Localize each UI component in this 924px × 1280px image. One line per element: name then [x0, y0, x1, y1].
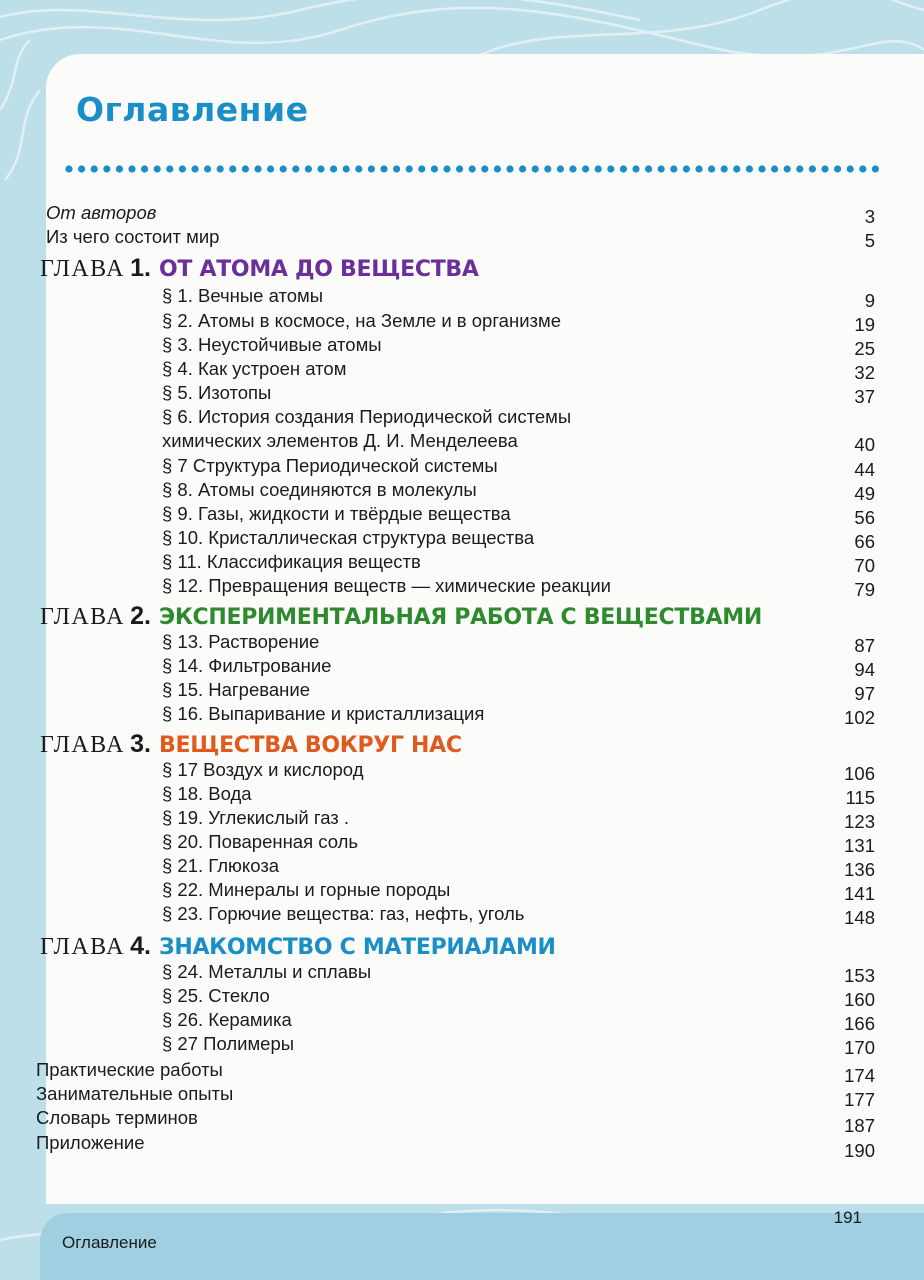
- toc-entry-page: 106: [844, 763, 875, 784]
- chapter-number: 4.: [130, 932, 152, 960]
- chapter-heading-text: [40, 930, 556, 964]
- page-title: Оглавление: [76, 90, 309, 129]
- chapter-title: ЗНАКОМСТВО С МАТЕРИАЛАМИ: [159, 935, 556, 960]
- toc-entry-title: § 23. Горючие вещества: газ, нефть, уголь: [162, 903, 525, 924]
- toc-entry-title: § 12. Превращения веществ — химические реакции: [162, 575, 612, 596]
- toc-entry-section[interactable]: [0, 630, 924, 654]
- toc-entry-section[interactable]: [0, 478, 924, 502]
- footer-band: [40, 1213, 924, 1280]
- toc-entry-intro[interactable]: [0, 201, 924, 225]
- toc-entry-title: § 7 Структура Периодической системы: [162, 455, 498, 476]
- page-number: 191: [833, 1208, 862, 1227]
- toc-entry-title: § 19. Углекислый газ .: [162, 807, 350, 828]
- toc-entry-title: § 5. Изотопы: [162, 382, 272, 403]
- toc-entry-page: 19: [854, 314, 875, 335]
- toc-entry-page: 37: [854, 386, 875, 407]
- toc-entry-title: § 8. Атомы соединяются в молекулы: [162, 479, 477, 500]
- toc-entry-section[interactable]: [0, 333, 924, 357]
- toc-entry-title: § 3. Неустойчивые атомы: [162, 334, 382, 355]
- chapter-heading[interactable]: [0, 930, 924, 962]
- toc-entry-title: § 25. Стекло: [162, 985, 270, 1006]
- chapter-heading[interactable]: [0, 252, 924, 284]
- toc-entry-page: 177: [844, 1089, 875, 1110]
- chapter-number: 2.: [130, 602, 152, 630]
- toc-entry-page: 131: [844, 835, 875, 856]
- toc-entry-section[interactable]: [0, 574, 924, 598]
- toc-entry-title: § 18. Вода: [162, 783, 252, 804]
- toc-entry-page: 97: [854, 683, 875, 704]
- toc-entry-appendix[interactable]: [0, 1082, 924, 1110]
- chapter-title: ОТ АТОМА ДО ВЕЩЕСТВА: [159, 257, 479, 282]
- toc-entry-title: § 24. Металлы и сплавы: [162, 961, 372, 982]
- toc-entry-title: § 11. Классификация веществ: [162, 551, 421, 572]
- toc-entry-title: § 15. Нагревание: [162, 679, 311, 700]
- toc-entry-title: химических элементов Д. И. Менделеева: [162, 430, 518, 451]
- toc-entry-page: 32: [854, 362, 875, 383]
- chapter-heading-text: [40, 728, 462, 762]
- chapter-heading-text: [40, 252, 479, 286]
- toc-entry-page: 3: [864, 206, 875, 227]
- chapter-heading[interactable]: [0, 728, 924, 760]
- toc-entry-page: 25: [854, 338, 875, 359]
- toc-entry-title: § 22. Минералы и горные породы: [162, 879, 451, 900]
- toc-entry-page: 44: [854, 459, 875, 480]
- toc-entry-title: § 13. Растворение: [162, 631, 320, 652]
- toc-entry-title: § 17 Воздух и кислород: [162, 759, 364, 780]
- title-dotted-rule: [64, 163, 886, 175]
- toc-entry-page: 79: [854, 579, 875, 600]
- toc-entry-page: 141: [844, 883, 875, 904]
- toc-entry-page: 9: [864, 290, 875, 311]
- toc-entry-appendix[interactable]: [0, 1131, 924, 1161]
- toc-entry-page: 102: [844, 707, 875, 728]
- toc-entry-section[interactable]: [0, 526, 924, 550]
- toc-entry-section[interactable]: [0, 502, 924, 526]
- toc-entry-page: 56: [854, 507, 875, 528]
- toc-entry-section[interactable]: [0, 878, 924, 902]
- toc-entry-section-continued[interactable]: [0, 429, 924, 453]
- toc-entry-appendix[interactable]: [0, 1106, 924, 1136]
- toc-entry-title: § 2. Атомы в космосе, на Земле и в организме: [162, 310, 562, 331]
- chapter-heading-text: [40, 600, 762, 634]
- toc-entry-section[interactable]: [0, 454, 924, 478]
- chapter-title: ЭКСПЕРИМЕНТАЛЬНАЯ РАБОТА С ВЕЩЕСТВАМИ: [159, 605, 762, 630]
- toc-entry-section[interactable]: [0, 1032, 924, 1056]
- chapter-heading[interactable]: [0, 600, 924, 632]
- toc-entry-title: § 20. Поваренная соль: [162, 831, 359, 852]
- chapter-word: ГЛАВА: [40, 934, 126, 960]
- toc-entry-page: 94: [854, 659, 875, 680]
- toc-entry-title: § 10. Кристаллическая структура вещества: [162, 527, 535, 548]
- toc-entry-title: § 9. Газы, жидкости и твёрдые вещества: [162, 503, 511, 524]
- toc-entry-page: 190: [844, 1140, 875, 1161]
- toc-entry-title: § 14. Фильтрование: [162, 655, 332, 676]
- chapter-number: 1.: [130, 254, 152, 282]
- toc-entry-title: От авторов: [46, 202, 157, 223]
- toc-entry-page: 148: [844, 907, 875, 928]
- toc-entry-section[interactable]: [0, 806, 924, 830]
- toc-entry-section[interactable]: [0, 702, 924, 726]
- chapter-word: ГЛАВА: [40, 732, 126, 758]
- toc-entry-section[interactable]: [0, 284, 924, 311]
- toc-entry-page: 66: [854, 531, 875, 552]
- toc-entry-section[interactable]: [0, 830, 924, 854]
- toc-entry-title: Из чего состоит мир: [46, 226, 220, 247]
- toc-entry-section[interactable]: [0, 782, 924, 806]
- toc-entry-page: 160: [844, 989, 875, 1010]
- toc-entry-title: Практические работы: [36, 1059, 223, 1080]
- toc-entry-section[interactable]: [0, 550, 924, 574]
- toc-entry-title: § 26. Керамика: [162, 1009, 292, 1030]
- toc-entry-title: Занимательные опыты: [36, 1083, 234, 1104]
- chapter-word: ГЛАВА: [40, 604, 126, 630]
- toc-entry-section[interactable]: [0, 309, 924, 333]
- toc-entry-section[interactable]: [0, 902, 924, 926]
- toc-entry-page: 123: [844, 811, 875, 832]
- toc-entry-page: 115: [845, 787, 875, 808]
- toc-entry-page: 136: [844, 859, 875, 880]
- toc-entry-section[interactable]: [0, 405, 924, 429]
- toc-entry-section[interactable]: [0, 960, 924, 984]
- toc-entry-page: 187: [844, 1115, 875, 1136]
- toc-entry-section[interactable]: [0, 381, 924, 405]
- toc-entry-section[interactable]: [0, 1008, 924, 1032]
- toc-entry-title: § 27 Полимеры: [162, 1033, 295, 1054]
- toc-entry-title: Словарь терминов: [36, 1107, 198, 1128]
- toc-entry-title: § 21. Глюкоза: [162, 855, 280, 876]
- toc-entry-title: § 16. Выпаривание и кристаллизация: [162, 703, 485, 724]
- toc-entry-page: 153: [844, 965, 875, 986]
- toc-entry-section[interactable]: [0, 984, 924, 1008]
- toc-entry-section[interactable]: [0, 678, 924, 702]
- toc-entry-page: 49: [854, 483, 875, 504]
- chapter-title: ВЕЩЕСТВА ВОКРУГ НАС: [159, 733, 462, 758]
- toc-entry-page: 5: [864, 230, 875, 251]
- toc-entry-section[interactable]: [0, 758, 924, 782]
- toc-entry-page: 170: [844, 1037, 875, 1058]
- toc-entry-page: 174: [844, 1065, 875, 1086]
- toc-entry-section[interactable]: [0, 854, 924, 878]
- toc-entry-appendix[interactable]: [0, 1058, 924, 1086]
- toc-entry-title: § 4. Как устроен атом: [162, 358, 347, 379]
- toc-entry-page: 40: [854, 434, 875, 455]
- toc-entry-page: 166: [844, 1013, 875, 1034]
- toc-entry-title: § 1. Вечные атомы: [162, 285, 324, 306]
- running-head: Оглавление: [62, 1233, 157, 1252]
- toc-entry-title: Приложение: [36, 1132, 145, 1153]
- toc-entry-page: 87: [854, 635, 875, 656]
- toc-entry-title: § 6. История создания Периодической системы: [162, 406, 572, 427]
- toc-entry-section[interactable]: [0, 357, 924, 381]
- toc-entry-intro[interactable]: [0, 225, 924, 249]
- toc-entry-section[interactable]: [0, 654, 924, 678]
- chapter-word: ГЛАВА: [40, 256, 126, 282]
- chapter-number: 3.: [130, 730, 152, 758]
- toc-entry-page: 70: [854, 555, 875, 576]
